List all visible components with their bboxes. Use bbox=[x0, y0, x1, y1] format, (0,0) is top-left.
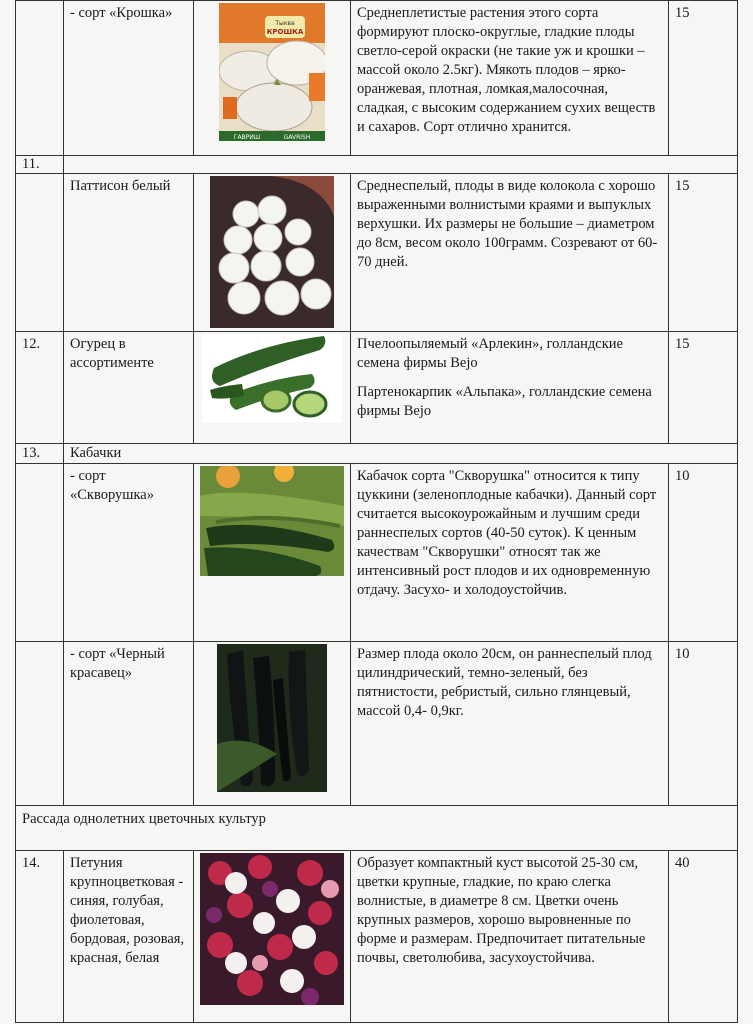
item-quantity: 40 bbox=[669, 851, 738, 1023]
item-name: Огурец в ассортименте bbox=[64, 332, 194, 444]
row-number: 13. bbox=[16, 444, 64, 464]
table-row bbox=[16, 332, 738, 444]
pumpkin-krosha-image bbox=[194, 1, 351, 156]
item-quantity: 15 bbox=[669, 1, 738, 156]
row-number bbox=[16, 174, 64, 332]
row-number: 12. bbox=[16, 332, 64, 444]
table-row bbox=[16, 156, 738, 174]
item-description bbox=[351, 332, 669, 444]
table-row bbox=[16, 1, 738, 156]
row-number: 14. bbox=[16, 851, 64, 1023]
item-description: Кабачок сорта "Скворушка" относится к типу цуккини (зеленоплодные кабачки). Данный сорт считается высокоурожайным и лучшим среди раннеспелых сортов (40-50 суток). К ценным качествам "Скворушки" относят так же интенсивный рост плодов и их одновременную отдачу. Засухо- и холодоустойчив. bbox=[351, 464, 669, 642]
item-quantity: 10 bbox=[669, 642, 738, 806]
package-caption-top: Тыква bbox=[275, 20, 295, 27]
row-number bbox=[16, 1, 64, 156]
package-brand-en: GAVRISH bbox=[283, 134, 311, 141]
table-row bbox=[16, 444, 738, 464]
table-row bbox=[16, 806, 738, 851]
row-number bbox=[16, 642, 64, 806]
category-title: Кабачки bbox=[64, 444, 738, 464]
item-quantity: 15 bbox=[669, 332, 738, 444]
package-caption-name: КРОШКА bbox=[266, 28, 304, 36]
item-quantity: 10 bbox=[669, 464, 738, 642]
item-quantity: 15 bbox=[669, 174, 738, 332]
row-number: 11. bbox=[16, 156, 64, 174]
item-name: Паттисон белый bbox=[64, 174, 194, 332]
item-description: Размер плода около 20см, он раннеспелый плод цилиндрический, темно-зеленый, без пятнистости, ребристый, сильно глянцевый, массой 0,4- 0,9кг. bbox=[351, 642, 669, 806]
empty-cell bbox=[64, 156, 738, 174]
item-name: - сорт «Крошка» bbox=[64, 1, 194, 156]
table-row bbox=[16, 851, 738, 1023]
item-description: Среднеплетистые растения этого сорта формируют плоско-округлые, гладкие плоды светло-серой окраски (не такие уж и крошки – массой около 2.5кг). Мякоть плодов – ярко-оранжевая, плотная, ломкая,малосочная, сладкая, с высоким содержанием сухих веществ и сахаров. Сорт отлично хранится. bbox=[351, 1, 669, 156]
table-row bbox=[16, 174, 738, 332]
item-name: - сорт «Черный красавец» bbox=[64, 642, 194, 806]
description-variant-2: Партенокарпик «Альпака», голландские семена фирмы Bejo bbox=[357, 384, 652, 419]
item-description: Образует компактный куст высотой 25-30 см, цветки крупные, гладкие, по краю слегка волнистые, в диаметре 8 см. Цветки очень крупных размеров, хорошо выровненные по форме и размерам. Предпочитает питательные почвы, светолюбива, засухоустойчива. bbox=[351, 851, 669, 1023]
cucumber-image bbox=[194, 332, 351, 444]
item-name: - сорт «Скворушка» bbox=[64, 464, 194, 642]
petunia-image bbox=[194, 851, 351, 1023]
table-row bbox=[16, 464, 738, 642]
zucchini-skvorushka-image bbox=[194, 464, 351, 642]
item-name: Петуния крупноцветковая - синяя, голубая, фиолетовая, бордовая, розовая, красная, белая bbox=[64, 851, 194, 1023]
description-variant-1: Пчелоопыляемый «Арлекин», голландские семена фирмы Bejo bbox=[357, 336, 623, 371]
row-number bbox=[16, 464, 64, 642]
table-row bbox=[16, 642, 738, 806]
item-description: Среднеспелый, плоды в виде колокола с хорошо выраженными волнистыми краями и выпуклых верхушки. Их размеры не большие – диаметром до 8см, весом около 100грамм. Созревают от 60-70 дней. bbox=[351, 174, 669, 332]
zucchini-black-beauty-image bbox=[194, 642, 351, 806]
seed-table bbox=[15, 0, 738, 1023]
squash-patisson-image bbox=[194, 174, 351, 332]
package-brand-ru: ГАВРИШ bbox=[233, 134, 261, 141]
section-title: Рассада однолетних цветочных культур bbox=[16, 806, 738, 851]
